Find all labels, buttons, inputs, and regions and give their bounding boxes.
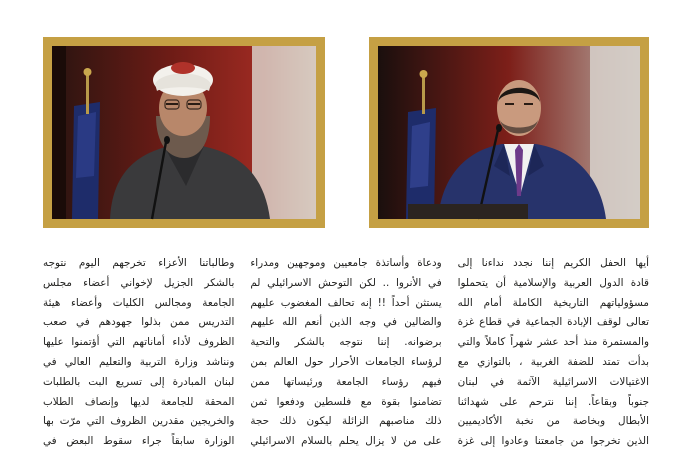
article-line: الوزارة سابقاً جراء سقوط البعض في bbox=[43, 435, 235, 448]
article-line: بالشكر الجزيل لإخواني أعضاء مجلس bbox=[43, 276, 235, 289]
article-line: يستثن أحداً !! إنه تحالف المغضوب عليهم bbox=[250, 296, 442, 309]
speaker-turban-photo bbox=[52, 46, 316, 219]
article-line: برضوانه. إننا نتوجه بالشكر والتحية bbox=[250, 336, 442, 349]
article-body bbox=[43, 254, 649, 448]
article-line: الاغتيالات الاسرائيلية الآثمة في لبنان bbox=[457, 375, 649, 388]
article-line: أيها الحفل الكريم إننا نجدد نداءنا إلى bbox=[457, 257, 649, 269]
photo-frame-right bbox=[369, 37, 649, 228]
article-line: في الأنروا .. لكن التوحش الاسرائيلي لم bbox=[250, 276, 442, 289]
article-line: والضالين في وجه الذين أنعم الله عليهم bbox=[250, 316, 442, 329]
article-line: لرؤساء الجامعات الأحرار حول العالم بمن bbox=[250, 355, 442, 368]
article-line: المحقة للجامعة لديها وإنصاف الطلاب bbox=[43, 395, 235, 408]
article-line: والمستمرة منذ أحد عشر شهراً كاملاً والتي bbox=[457, 336, 649, 349]
article-line: ونناشد وزارة التربية والتعليم العالي في bbox=[43, 355, 235, 368]
article-line: على من لا يزال يحلم بالسلام الاسرائيلي bbox=[250, 435, 442, 448]
article-line: الذين تخرجوا من جامعتنا وعادوا إلى غزة bbox=[457, 435, 649, 448]
article-line: الجامعة ومجالس الكليات وأعضاء هيئة bbox=[43, 296, 235, 309]
article-line: بدأت تمتد للضفة الغربية ، بالتوازي مع bbox=[457, 355, 649, 368]
article-line: فيهم رؤساء الجامعة ورئيساتها ممن bbox=[250, 375, 442, 388]
article-line: الظروف لأداء أماناتهم التي أؤتمنوا عليها bbox=[43, 336, 235, 349]
article-line: والخريجين مقدرين الظروف التي مرّت بها bbox=[43, 415, 235, 428]
photo-frame-left bbox=[43, 37, 325, 228]
article-line: جنوباً وبقاعاً. إننا نترحم على شهدائنا bbox=[457, 395, 649, 408]
article-column-3 bbox=[43, 254, 235, 448]
article-line: تعالى لوقف الإبادة الجماعية في قطاع غزة bbox=[457, 316, 649, 329]
article-line: مسؤولياتهم التاريخية الكاملة أمام الله bbox=[457, 296, 649, 309]
article-column-2 bbox=[250, 254, 442, 448]
article-line: ودعاة وأساتذة جامعيين وموجهين ومدراء bbox=[250, 257, 442, 269]
article-column-1 bbox=[457, 254, 649, 448]
article-line: وطالباتنا الأعزاء تخرجهم اليوم نتوجه bbox=[43, 257, 235, 269]
article-line: التدريس ممن بذلوا جهودهم في صعب bbox=[43, 316, 235, 329]
speaker-turban-illustration bbox=[52, 46, 316, 219]
article-line: الأبطال وبخاصة من نخبة الأكاديميين bbox=[457, 415, 649, 428]
speaker-suit-illustration bbox=[378, 46, 640, 219]
article-line: لبنان المبادرة إلى تسريع البت بالطلبات bbox=[43, 375, 235, 388]
article-line: قادة الدول العربية والإسلامية أن يتحملوا bbox=[457, 276, 649, 289]
speaker-suit-photo bbox=[378, 46, 640, 219]
article-line: تضامنوا بقوة مع فلسطين ودفعوا ثمن bbox=[250, 395, 442, 408]
article-line: ذلك مناصبهم الزائلة ليكون ذلك حجة bbox=[250, 415, 442, 428]
